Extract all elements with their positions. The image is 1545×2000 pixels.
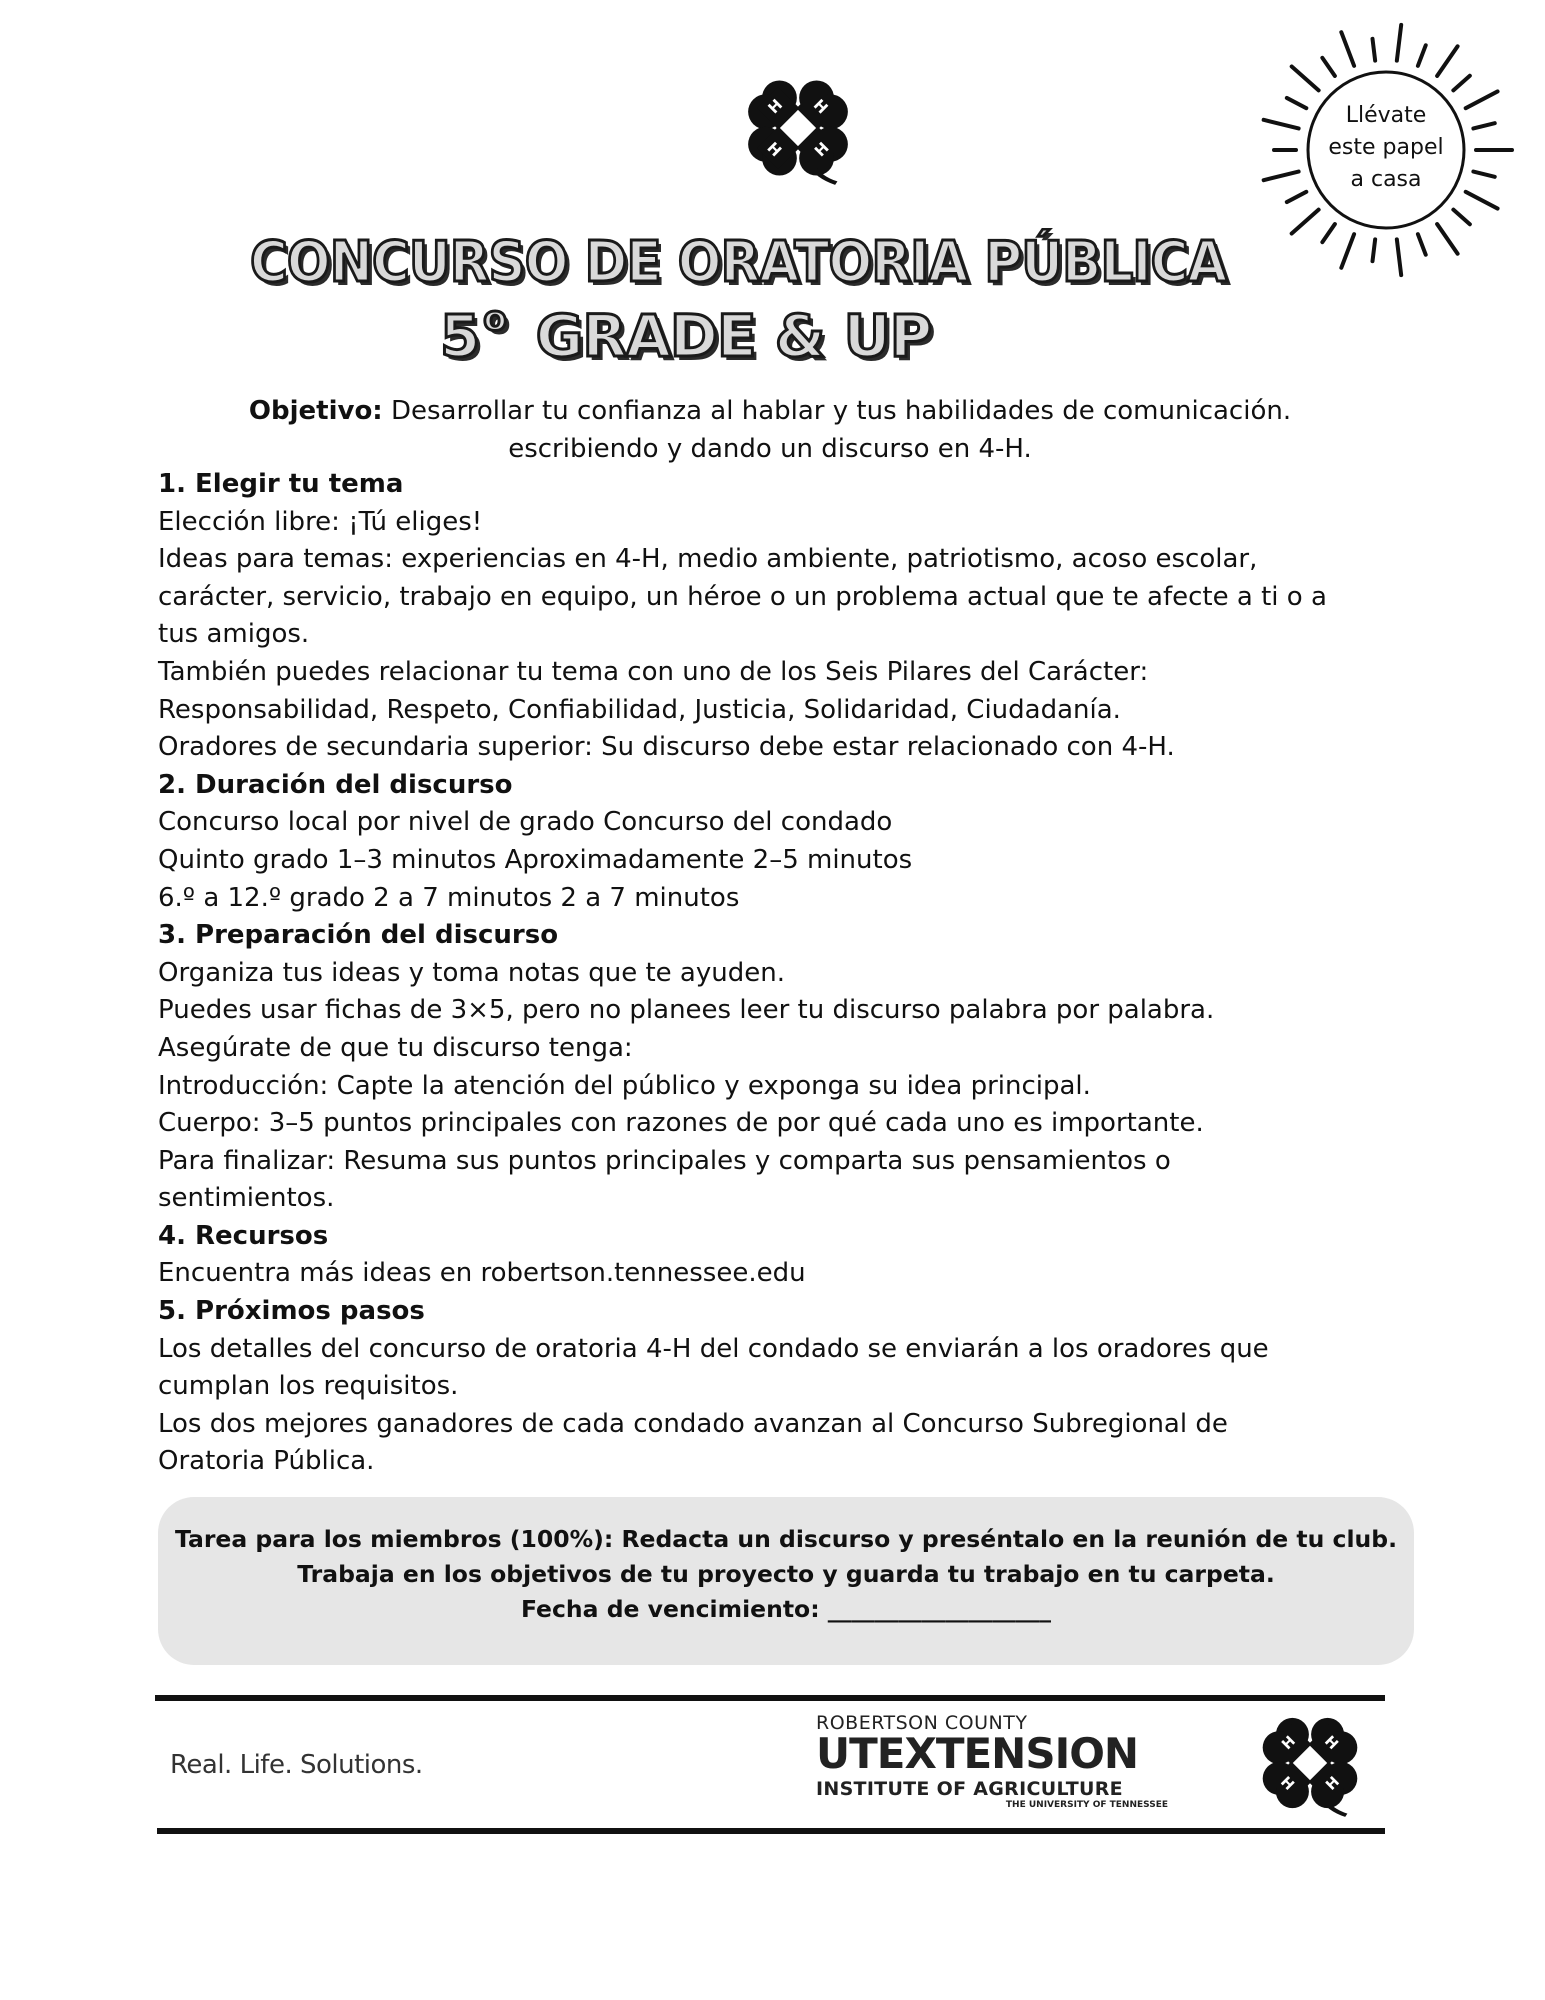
section-heading: 1. Elegir tu tema <box>158 469 404 499</box>
section-line: Los detalles del concurso de oratoria 4-H del condado se enviarán a los oradores que <box>158 1333 1269 1364</box>
grade-number: 5 <box>440 302 480 370</box>
sun-ray <box>1453 210 1469 225</box>
section-line: Oratoria Pública. <box>158 1446 375 1477</box>
sun-ray <box>1287 192 1306 202</box>
institute-name: INSTITUTE OF AGRICULTURE <box>816 1778 1123 1800</box>
section-line: Oradores de secundaria superior: Su discurso debe estar relacionado con 4-H. <box>158 732 1175 763</box>
section-heading: 3. Preparación del discurso <box>158 920 559 951</box>
section-line: Responsabilidad, Respeto, Confiabilidad, Justicia, Solidaridad, Ciudadanía. <box>158 694 1121 725</box>
sun-ray <box>1341 32 1354 66</box>
section-line: carácter, servicio, trabajo en equipo, un héroe o un problema actual que te afecte a ti o a <box>158 581 1327 612</box>
sun-ray <box>1397 25 1401 61</box>
section-line: Asegúrate de que tu discurso tenga: <box>158 1032 633 1063</box>
section-line: Puedes usar fichas de 3×5, pero no planees leer tu discurso palabra por palabra. <box>158 995 1215 1026</box>
badge-line-2: este papel <box>1328 135 1444 160</box>
section-line: sentimientos. <box>158 1183 335 1214</box>
badge-text <box>1316 100 1456 196</box>
sun-ray <box>1292 66 1319 90</box>
extension-wordmark: UTEXTENSION <box>816 1729 1139 1778</box>
sun-ray <box>1473 123 1494 128</box>
page-title: CONCURSO DE ORATORIA PÚBLICA <box>250 230 1227 295</box>
section-line: cumplan los requisitos. <box>158 1371 459 1402</box>
sun-ray <box>1466 192 1498 209</box>
section-line: También puedes relacionar tu tema con uno de los Seis Pilares del Carácter: <box>158 656 1149 687</box>
objective-text-1: Desarrollar tu confianza al hablar y tus habilidades de comunicación. <box>382 396 1292 426</box>
svg-text:H: H <box>809 95 832 118</box>
badge-line-3: a casa <box>1350 167 1422 192</box>
svg-text:H: H <box>810 138 833 161</box>
svg-text:H: H <box>764 95 787 118</box>
svg-text:H: H <box>1277 1773 1297 1794</box>
section-heading: 4. Recursos <box>158 1220 329 1251</box>
section-heading: 2. Duración del discurso <box>158 769 513 800</box>
objective-label: Objetivo: <box>248 396 383 426</box>
footer-divider-top <box>155 1695 1385 1701</box>
section-line: Introducción: Capte la atención del público y exponga su idea principal. <box>158 1070 1091 1101</box>
task-line-2: Trabaja en los objetivos de tu proyecto y guarda tu trabajo en tu carpeta. <box>297 1560 1275 1588</box>
sun-ray <box>1264 172 1299 181</box>
sun-ray <box>1372 39 1375 61</box>
objective-line-2: escribiendo y dando un discurso en 4-H. <box>508 434 1032 464</box>
take-home-badge <box>1256 20 1516 280</box>
footer-divider-bottom <box>157 1828 1385 1834</box>
section-line: Encuentra más ideas en robertson.tennessee.edu <box>158 1258 806 1289</box>
section-line: Quinto grado 1–3 minutos Aproximadamente 2–5 minutos <box>158 844 913 875</box>
section-line: 6.º a 12.º grado 2 a 7 minutos 2 a 7 minutos <box>158 882 740 913</box>
svg-text:H: H <box>1323 1773 1343 1794</box>
svg-text:H: H <box>1279 1733 1299 1754</box>
sun-ray <box>1418 234 1426 255</box>
section-line: Organiza tus ideas y toma notas que te ayuden. <box>158 957 785 988</box>
sun-ray <box>1466 91 1498 108</box>
4h-clover-footer-icon <box>1255 1708 1365 1818</box>
grade-superscript: o <box>483 299 506 339</box>
section-line: Ideas para temas: experiencias en 4-H, medio ambiente, patriotismo, acoso escolar, <box>158 544 1258 575</box>
section-heading: 5. Próximos pasos <box>158 1296 425 1327</box>
grade-subtitle <box>440 299 932 370</box>
sun-ray <box>1453 76 1469 91</box>
sun-ray <box>1473 172 1494 177</box>
ut-extension-logo <box>816 1712 1176 1812</box>
member-task-box <box>158 1497 1414 1665</box>
section-line: Elección libre: ¡Tú eliges! <box>158 506 483 537</box>
sun-ray <box>1418 45 1426 66</box>
sun-ray <box>1397 239 1401 275</box>
instructions-body <box>158 466 1408 1481</box>
badge-line-1: Llévate <box>1345 103 1427 128</box>
svg-text:H: H <box>763 138 786 161</box>
sun-ray <box>1287 98 1306 108</box>
section-line: Cuerpo: 3–5 puntos principales con razones de por qué cada uno es importante. <box>158 1108 1204 1139</box>
sun-ray <box>1264 120 1299 129</box>
due-date-line: Fecha de vencimiento: ___________________ <box>520 1595 1052 1623</box>
objective-line-1 <box>150 392 1390 430</box>
section-line: Para finalizar: Resuma sus puntos principales y comparta sus pensamientos o <box>158 1145 1171 1176</box>
sun-ray <box>1322 58 1334 76</box>
sun-ray <box>1341 234 1354 268</box>
sun-ray <box>1437 46 1457 76</box>
section-line: tus amigos. <box>158 619 310 650</box>
university-name: THE UNIVERSITY OF TENNESSEE <box>1005 1800 1168 1810</box>
svg-text:H: H <box>1321 1733 1341 1754</box>
4h-clover-icon <box>740 70 856 186</box>
sun-ray <box>1372 239 1375 261</box>
county-name: ROBERTSON COUNTY <box>816 1712 1028 1734</box>
sun-ray <box>1292 210 1319 234</box>
grade-text: GRADE & UP <box>535 302 932 370</box>
sun-ray <box>1322 224 1334 242</box>
tagline: Real. Life. Solutions. <box>170 1750 423 1780</box>
sun-ray <box>1437 224 1457 254</box>
section-line: Los dos mejores ganadores de cada condado avanzan al Concurso Subregional de <box>158 1408 1228 1439</box>
objective <box>150 392 1390 468</box>
section-line: Concurso local por nivel de grado Concurso del condado <box>158 807 893 838</box>
task-line-1: Tarea para los miembros (100%): Redacta un discurso y preséntalo en la reunión de tu club. <box>174 1525 1397 1553</box>
